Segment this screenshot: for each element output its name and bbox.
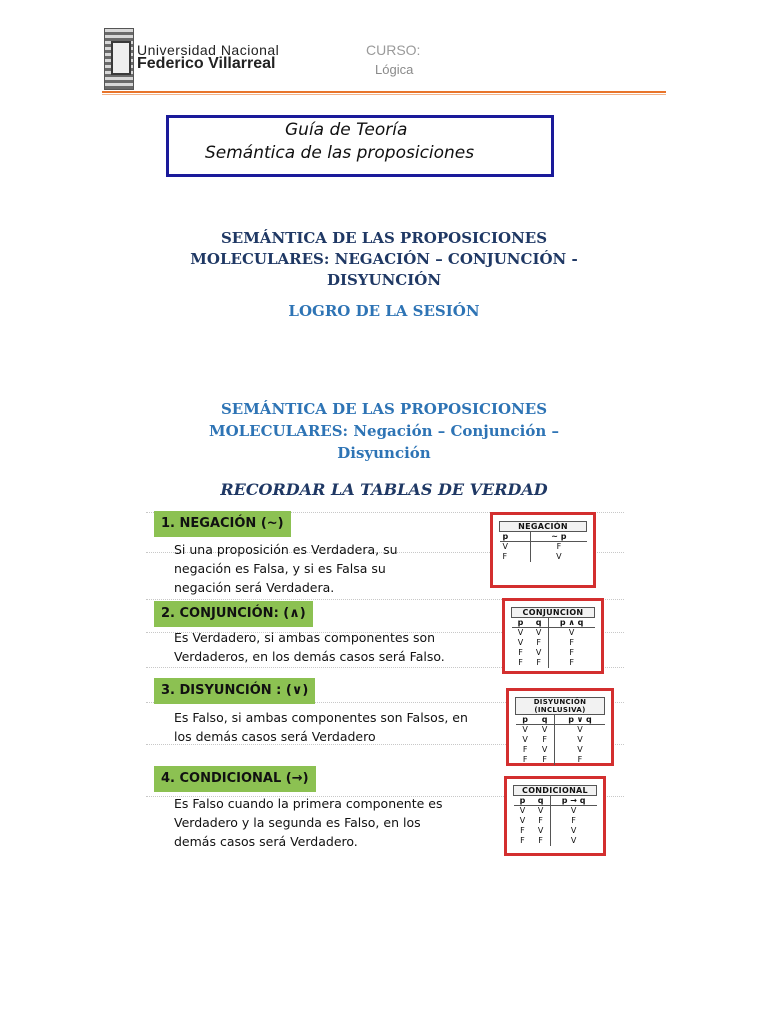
table-cell: F: [542, 755, 547, 764]
table-cell: F: [548, 658, 594, 668]
table-cell: F: [520, 826, 525, 835]
table-cell: F: [548, 638, 594, 648]
table-cell: V: [550, 826, 596, 836]
table-cell: V: [531, 552, 587, 562]
table-cell: V: [537, 806, 544, 815]
conjuncion-description: Es Verdadero, si ambas componentes son Verdaderos, en los demás casos será Falso.: [174, 630, 445, 664]
table-cell: F: [522, 755, 528, 764]
table-header: p ∧ q: [548, 618, 594, 628]
university-name-line2: Federico Villarreal: [137, 55, 276, 72]
table-header: p: [512, 618, 530, 628]
table-cell: V: [502, 542, 508, 551]
truth-tables-figure: [146, 506, 624, 858]
table-cell: V: [541, 725, 548, 734]
table-header: p: [500, 532, 531, 542]
table-cell: V: [522, 735, 528, 744]
table-cell: V: [550, 806, 596, 817]
curso-name: Lógica: [375, 62, 414, 77]
table-cell: V: [517, 638, 524, 647]
table-title: DISYUNCIÓN (INCLUSIVA): [516, 698, 605, 715]
table-cell: F: [538, 836, 543, 845]
table-cell: V: [517, 628, 524, 637]
table-cell: F: [555, 755, 605, 765]
condicional-description: Es Falso cuando la primera componente es Verdadero y la segunda es Falso, en los demás casos será Verdadero.: [174, 796, 443, 849]
negacion-description: Si una proposición es Verdadera, su negación es Falsa, y si es Falsa su negación será Verdadera.: [174, 542, 398, 595]
disyuncion-description: Es Falso, si ambas componentes son Falsos, en los demás casos será Verdadero: [174, 710, 468, 744]
negacion-truth-table: [490, 512, 596, 588]
table-cell: F: [531, 542, 587, 553]
section-heading-line2: MOLECULARES: Negación – Conjunción –: [208, 422, 560, 440]
main-heading-line2: MOLECULARES: NEGACIÓN – CONJUNCIÓN -: [190, 250, 578, 268]
table-cell: F: [520, 836, 525, 845]
section-heading-line3: Disyunción: [337, 444, 431, 462]
conjuncion-truth-table: [502, 598, 604, 674]
table-cell: F: [502, 552, 508, 561]
table-cell: F: [536, 658, 541, 667]
table-cell: F: [522, 745, 528, 754]
table-title: NEGACIÓN: [500, 522, 587, 532]
section-heading-line1: SEMÁNTICA DE LAS PROPOSICIONES: [220, 400, 548, 418]
condicional-truth-table: [504, 776, 606, 856]
section-heading: [150, 398, 618, 464]
table-header: p: [516, 715, 535, 725]
table-cell: V: [541, 745, 548, 754]
university-name-line1: Universidad Nacional: [137, 42, 280, 58]
table-cell: F: [518, 658, 523, 667]
table-header: p → q: [550, 796, 596, 806]
header-divider-thin: [102, 94, 666, 95]
disyuncion-badge: 3. DISYUNCIÓN : (∨): [154, 678, 315, 704]
table-cell: F: [548, 648, 594, 658]
table-header: q: [535, 715, 555, 725]
table-cell: V: [548, 628, 594, 639]
table-title: CONDICIONAL: [514, 786, 597, 796]
table-header: p ∨ q: [555, 715, 605, 725]
table-cell: V: [522, 725, 528, 734]
table-title: CONJUNCION: [512, 608, 595, 618]
table-header: q: [531, 796, 550, 806]
conjuncion-badge: 2. CONJUNCIÓN: (∧): [154, 601, 313, 627]
table-cell: V: [550, 836, 596, 846]
guide-subtitle: Semántica de las proposiciones: [205, 143, 475, 163]
table-cell: V: [519, 816, 526, 825]
condicional-badge: 4. CONDICIONAL (→): [154, 766, 316, 792]
table-cell: V: [535, 648, 542, 657]
table-header: ~ p: [531, 532, 587, 542]
table-cell: V: [555, 745, 605, 755]
header-divider: [102, 91, 666, 93]
main-heading-line3: DISYUNCIÓN: [326, 271, 442, 289]
negacion-badge: 1. NEGACIÓN (~): [154, 511, 291, 537]
guide-title: Guía de Teoría: [285, 120, 408, 140]
main-heading: [150, 228, 618, 291]
recordar-heading: RECORDAR LA TABLAS DE VERDAD: [220, 480, 548, 499]
guide-title-box: [166, 115, 554, 177]
logro-heading: LOGRO DE LA SESIÓN: [288, 302, 480, 320]
table-cell: V: [519, 806, 526, 815]
table-cell: V: [555, 725, 605, 736]
curso-label: CURSO:: [366, 42, 421, 58]
table-header: q: [530, 618, 549, 628]
table-header: p: [514, 796, 532, 806]
table-cell: F: [550, 816, 596, 826]
table-cell: F: [518, 648, 523, 657]
university-logo: [104, 28, 134, 90]
table-cell: V: [555, 735, 605, 745]
table-cell: F: [542, 735, 547, 744]
table-cell: V: [535, 628, 542, 637]
table-cell: F: [536, 638, 541, 647]
table-cell: F: [538, 816, 543, 825]
disyuncion-truth-table: [506, 688, 614, 766]
table-cell: V: [537, 826, 544, 835]
main-heading-line1: SEMÁNTICA DE LAS PROPOSICIONES: [220, 229, 548, 247]
